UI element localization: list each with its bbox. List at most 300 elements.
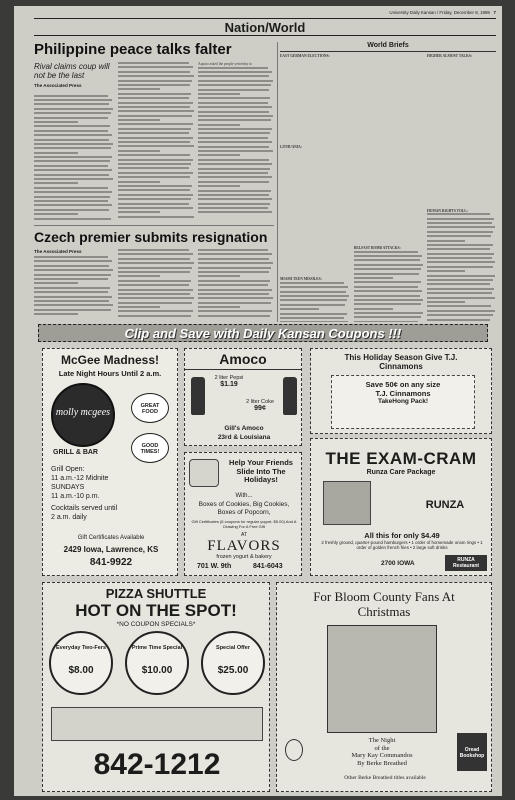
good-times-badge: GOOD TIMES! — [131, 433, 169, 463]
body-text-line — [118, 137, 193, 139]
body-text-line — [34, 147, 111, 149]
body-text-line — [34, 278, 108, 280]
flavors-at: AT — [240, 532, 248, 538]
body-text-line — [118, 163, 191, 165]
body-text-line — [354, 281, 421, 283]
runza-items: 2 freshly ground, quarter-pound hamburgers • 1 order of homemade onion rings • 1 order of golden french fries • 2 large soft drinks — [321, 540, 483, 551]
flavors-address: 701 W. 9th — [197, 563, 232, 570]
mcgees-hours-heading: Grill Open: — [51, 466, 85, 473]
body-text-line — [34, 165, 108, 167]
book-line-3: Mary Kay Commandos — [351, 752, 413, 759]
pizza-special-1-price: $8.00 — [68, 665, 94, 676]
philippine-deck: Rival claims coup will not be the last — [34, 62, 110, 80]
body-text-line — [280, 282, 344, 284]
oread-headline: For Bloom County Fans At Christmas — [313, 589, 455, 619]
philippine-headline: Philippine peace talks falter — [34, 41, 232, 58]
body-text-line — [198, 154, 240, 156]
brief-label-6: HUMAN RIGHTS TOLL: — [427, 208, 468, 213]
body-text-line — [198, 128, 272, 130]
body-text-line — [427, 257, 492, 259]
body-text-line — [118, 176, 190, 178]
flavors-name: FLAVORS — [207, 538, 281, 554]
ad-cinnamons — [310, 348, 492, 434]
body-text-line — [427, 310, 495, 312]
body-text-line — [34, 187, 108, 189]
body-text-line — [118, 106, 190, 108]
pizza-special-1-title: Everyday Two-Fers — [55, 645, 107, 651]
body-text-line — [118, 194, 193, 196]
body-text-line — [118, 207, 193, 209]
body-text-line — [427, 301, 465, 303]
briefs-column-2 — [354, 54, 424, 322]
body-text-line — [427, 253, 494, 255]
body-text-line — [34, 103, 109, 105]
body-text-line — [427, 261, 495, 263]
body-text-line — [118, 110, 194, 112]
world-briefs-heading: World Briefs — [280, 42, 496, 52]
amoco-store: Gill's Amoco — [224, 425, 264, 432]
body-text-line — [198, 267, 271, 269]
mcgees-phone: 841-9922 — [89, 557, 133, 568]
body-text-line — [118, 275, 160, 277]
runza-headline: THE EXAM-CRAM — [325, 449, 477, 468]
body-text-line — [280, 321, 348, 322]
sled-illustration-icon — [189, 459, 219, 487]
body-text-line — [198, 141, 272, 143]
body-text-line — [198, 284, 268, 286]
pepsi-label: 2 liter Pepsi — [214, 375, 244, 381]
body-text-line — [427, 275, 495, 277]
body-text-line — [198, 75, 269, 77]
mcgees-hours-1: 11 a.m.-12 Midnite — [51, 475, 109, 482]
body-text-line — [34, 117, 108, 119]
body-text-line — [118, 302, 192, 304]
body-text-line — [118, 154, 190, 156]
body-text-line — [198, 258, 269, 260]
body-text-line — [198, 137, 268, 139]
body-text-line — [198, 124, 240, 126]
body-text-line — [198, 119, 271, 121]
body-text-line — [427, 297, 495, 299]
cinnamons-headline: This Holiday Season Give T.J. Cinnamons — [344, 353, 458, 371]
body-text-line — [427, 244, 493, 246]
body-text-line — [118, 167, 189, 169]
body-text-line — [198, 159, 269, 161]
aquino-lead-in: Aquino asked the people yesterday to — [198, 62, 252, 66]
column-rule — [277, 42, 278, 322]
amoco-logo: Amoco — [185, 349, 301, 370]
body-text-line — [34, 143, 113, 145]
divider-rule — [34, 225, 274, 226]
mcgees-gift: Gift Certificates Available — [77, 535, 145, 541]
body-text-line — [34, 291, 108, 293]
body-text-line — [427, 235, 491, 237]
body-text-line — [354, 316, 421, 318]
pizza-phone: 842-1212 — [93, 748, 221, 781]
body-text-line — [118, 271, 190, 273]
body-text-line — [34, 287, 110, 289]
oread-book — [307, 737, 457, 767]
body-text-line — [280, 313, 347, 315]
flavors-with: With... — [235, 493, 253, 499]
philippine-column-3 — [198, 62, 274, 222]
pepsi-bottle-icon — [191, 377, 205, 415]
book-author: By Berke Breathed — [357, 759, 407, 767]
body-text-line — [198, 80, 273, 82]
body-text-line — [118, 284, 189, 286]
body-text-line — [118, 253, 193, 255]
pizza-special-2-title: Prime Time Special — [131, 645, 183, 651]
body-text-line — [34, 282, 78, 284]
body-text-line — [198, 203, 270, 205]
book-line-1: The Night — [368, 737, 396, 744]
flavors-tagline: frozen yogurt & bakery — [216, 554, 272, 560]
body-text-line — [118, 119, 160, 121]
body-text-line — [198, 275, 240, 277]
body-text-line — [34, 156, 112, 158]
body-text-line — [118, 150, 160, 152]
philippine-column-1 — [34, 62, 114, 222]
body-text-line — [118, 123, 193, 125]
body-text-line — [34, 260, 112, 262]
body-text-line — [354, 286, 418, 288]
body-text-line — [354, 264, 423, 266]
body-text-line — [198, 310, 272, 312]
flavors-headline: Help Your Friends Slide Into The Holidays! — [229, 458, 293, 484]
body-text-line — [198, 181, 269, 183]
czech-column-2 — [118, 249, 195, 321]
cinnamons-coupon-brand: T.J. Cinnamons — [375, 389, 431, 398]
body-text-line — [118, 159, 193, 161]
body-text-line — [34, 174, 109, 176]
ad-mcgees — [42, 348, 178, 576]
body-text-line — [427, 213, 490, 215]
body-text-line — [34, 196, 110, 198]
body-text-line — [118, 216, 194, 218]
amoco-offer-2 — [237, 399, 283, 412]
body-text-line — [354, 295, 420, 297]
body-text-line — [427, 283, 490, 285]
body-text-line — [118, 145, 194, 147]
philippine-body-1 — [34, 90, 114, 222]
body-text-line — [198, 89, 269, 91]
body-text-line — [354, 268, 421, 270]
body-text-line — [354, 251, 418, 253]
body-text-line — [198, 111, 269, 113]
body-text-line — [34, 182, 78, 184]
flavors-products: Boxes of Cookies, Big Cookies, Boxes of Popcorn, — [198, 501, 290, 516]
body-text-line — [118, 267, 192, 269]
body-text-line — [198, 249, 268, 251]
body-text-line — [34, 256, 108, 258]
pizza-special-2-price: $10.00 — [141, 665, 173, 676]
dateline: University Daily Kansan / Friday, December 8, 1989 7 — [389, 10, 496, 15]
body-text-line — [34, 296, 112, 298]
body-text-line — [198, 190, 271, 192]
lb-logo-icon — [285, 739, 303, 761]
body-text-line — [34, 121, 78, 123]
runza-restaurant: RUNZA Restaurant — [445, 555, 487, 571]
body-text-line — [198, 67, 268, 69]
body-text-line — [34, 269, 113, 271]
body-text-line — [198, 185, 240, 187]
body-text-line — [118, 132, 189, 134]
body-text-line — [354, 277, 393, 279]
runza-price-line: All this for only $4.49 — [364, 531, 440, 540]
mcgees-logo — [51, 383, 115, 447]
flavors-phone: 841-6043 — [253, 563, 283, 570]
body-text-line — [34, 304, 113, 306]
body-text-line — [427, 222, 492, 224]
body-text-line — [118, 297, 194, 299]
body-text-line — [198, 262, 273, 264]
pizza-subhead: HOT ON THE SPOT! — [75, 601, 237, 620]
body-text-line — [118, 80, 192, 82]
section-banner — [34, 18, 496, 36]
body-text-line — [34, 99, 112, 101]
pizza-note: *NO COUPON SPECIALS* — [116, 621, 196, 628]
body-text-line — [34, 313, 78, 315]
body-text-line — [198, 71, 272, 73]
brief-label-5: HIGHER ALMOST TALKS: — [427, 54, 472, 58]
pizza-special-3 — [201, 631, 265, 695]
body-text-line — [198, 211, 272, 213]
body-text-line — [118, 75, 194, 77]
body-text-line — [280, 304, 345, 306]
amoco-location: 23rd & Louisiana — [217, 434, 271, 441]
body-text-line — [198, 297, 273, 299]
body-text-line — [34, 204, 112, 206]
body-text-line — [118, 62, 189, 64]
body-text-line — [118, 258, 190, 260]
body-text-line — [118, 102, 193, 104]
body-text-line — [354, 273, 419, 275]
body-text-line — [427, 314, 493, 316]
czech-column-3 — [198, 249, 274, 321]
mcgees-subhead: Late Night Hours Until 2 a.m. — [58, 369, 162, 378]
body-text-line — [280, 308, 319, 310]
section-title: Nation/World — [224, 20, 306, 35]
runza-subhead: Runza Care Package — [366, 469, 436, 476]
body-text-line — [118, 249, 189, 251]
body-text-line — [118, 293, 190, 295]
body-text-line — [34, 178, 113, 180]
body-text-line — [198, 106, 272, 108]
body-text-line — [198, 97, 270, 99]
book-cover-image — [327, 625, 437, 733]
brief-label-2: LITHUANIA: — [280, 144, 302, 149]
body-text-line — [198, 132, 270, 134]
body-text-line — [34, 309, 111, 311]
mcgees-hours-2: SUNDAYS — [51, 484, 85, 491]
body-text-line — [34, 200, 108, 202]
briefs-column-3 — [427, 54, 496, 322]
body-text-line — [427, 305, 491, 307]
body-text-line — [198, 280, 270, 282]
body-text-line — [118, 189, 190, 191]
body-text-line — [198, 84, 271, 86]
coke-label: 2 liter Coke — [246, 399, 274, 405]
body-text-line — [118, 310, 193, 312]
coke-bottle-icon — [283, 377, 297, 415]
body-text-line — [354, 312, 423, 314]
body-text-line — [198, 302, 271, 304]
body-text-line — [427, 288, 494, 290]
great-food-badge: GREAT FOOD — [131, 393, 169, 423]
newspaper-page — [14, 6, 502, 796]
body-text-line — [34, 265, 109, 267]
cinnamons-coupon-title: Save 50¢ on any size — [365, 380, 441, 389]
body-text-line — [198, 172, 268, 174]
ad-amoco — [184, 348, 302, 446]
body-text-line — [198, 150, 273, 152]
body-text-line — [118, 315, 191, 317]
body-text-line — [118, 262, 194, 264]
body-text-line — [34, 139, 109, 141]
runza-brand: RUNZA — [425, 499, 465, 511]
cinnamons-coupon-sub: TakeHong Pack! — [377, 398, 429, 405]
body-text-line — [34, 274, 111, 276]
body-text-line — [34, 108, 113, 110]
czech-column-1 — [34, 249, 114, 321]
body-text-line — [198, 289, 272, 291]
body-text-line — [198, 168, 270, 170]
body-text-line — [198, 115, 273, 117]
body-text-line — [198, 271, 269, 273]
mcgees-logo-sub: GRILL & BAR — [53, 449, 98, 456]
body-text-line — [427, 266, 493, 268]
body-text-line — [198, 102, 268, 104]
body-text-line — [118, 88, 160, 90]
body-text-line — [34, 95, 108, 97]
ad-pizza-shuttle — [42, 582, 270, 792]
body-text-line — [354, 290, 422, 292]
body-text-line — [118, 185, 192, 187]
body-text-line — [34, 152, 78, 154]
pizza-special-3-title: Special Offer — [216, 645, 250, 651]
cinnamons-coupon[interactable] — [331, 375, 475, 429]
body-text-line — [118, 66, 193, 68]
ad-oread — [276, 582, 492, 792]
body-text-line — [198, 198, 272, 200]
body-text-line — [118, 181, 160, 183]
body-text-line — [118, 172, 193, 174]
runza-address: 2700 IOWA — [381, 560, 415, 567]
body-text-line — [118, 141, 190, 143]
shuttle-illustration-icon — [51, 707, 263, 741]
body-text-line — [34, 300, 109, 302]
body-text-line — [34, 218, 111, 220]
pizza-special-3-price: $25.00 — [217, 665, 249, 676]
book-line-2: of the — [374, 744, 390, 752]
body-text-line — [280, 317, 344, 319]
body-text-line — [118, 198, 191, 200]
body-text-line — [34, 169, 112, 171]
body-text-line — [118, 280, 191, 282]
body-text-line — [198, 163, 272, 165]
body-text-line — [34, 191, 112, 193]
body-text-line — [118, 115, 192, 117]
body-text-line — [34, 209, 109, 211]
coke-price: 99¢ — [254, 405, 266, 412]
body-text-line — [198, 146, 269, 148]
mcgees-address: 2429 Iowa, Lawrence, KS — [63, 545, 159, 554]
body-text-line — [280, 299, 347, 301]
body-text-line — [198, 93, 240, 95]
brief-label-1: EAST GERMAN ELECTIONS: — [280, 54, 330, 58]
mcgees-hours-3: 11 a.m.-10 p.m. — [51, 493, 100, 500]
ad-runza — [310, 438, 492, 576]
body-text-line — [427, 270, 465, 272]
body-text-line — [198, 315, 270, 317]
body-text-line — [427, 226, 495, 228]
body-text-line — [198, 207, 268, 209]
clip-save-banner — [38, 324, 488, 342]
body-text-line — [354, 259, 420, 261]
ad-flavors — [184, 452, 302, 576]
czech-byline: The Associated Press — [34, 249, 82, 254]
mcgees-cocktails: Cocktails served until 2 a.m. daily — [51, 505, 118, 521]
philippine-column-2 — [118, 62, 195, 222]
body-text-line — [198, 253, 272, 255]
body-text-line — [198, 194, 269, 196]
body-text-line — [118, 306, 160, 308]
mcgees-logo-text: molly mcgees — [55, 407, 111, 418]
mcgees-headline: McGee Madness! — [60, 353, 160, 367]
body-text-line — [427, 248, 490, 250]
body-text-line — [198, 176, 272, 178]
body-text-line — [34, 134, 112, 136]
amoco-offer-1 — [207, 375, 251, 388]
body-text-line — [427, 240, 465, 242]
body-text-line — [198, 293, 269, 295]
body-text-line — [118, 128, 191, 130]
body-text-line — [280, 295, 349, 297]
body-text-line — [34, 125, 110, 127]
body-text-line — [118, 93, 191, 95]
mcgees-hours — [51, 465, 175, 522]
body-text-line — [118, 211, 160, 213]
brief-label-4: MIAMI TEEN MISSILES: — [280, 277, 322, 282]
body-text-line — [280, 291, 346, 293]
body-text-line — [34, 112, 111, 114]
body-text-line — [427, 279, 493, 281]
body-text-line — [34, 160, 110, 162]
body-text-line — [280, 286, 348, 288]
body-text-line — [198, 306, 240, 308]
pepsi-price: $1.19 — [220, 381, 238, 388]
oread-other-titles: Other Berke Breathed titles available — [344, 775, 426, 781]
body-text-line — [118, 289, 193, 291]
czech-headline: Czech premier submits resignation — [34, 229, 268, 245]
body-text-line — [118, 203, 189, 205]
body-text-line — [354, 303, 421, 305]
flavors-note: Gift Certificates (6 coupons for regular yogurt, $5.00) And A Drawing For A Free Gift — [191, 519, 297, 529]
body-text-line — [354, 255, 422, 257]
body-text-line — [354, 321, 418, 322]
body-text-line — [427, 292, 492, 294]
body-text-line — [34, 130, 108, 132]
body-text-line — [118, 97, 189, 99]
pizza-special-1 — [49, 631, 113, 695]
body-text-line — [118, 71, 190, 73]
body-text-line — [118, 84, 190, 86]
clip-banner-text: Clip and Save with Daily Kansan Coupons !!! — [124, 326, 402, 341]
care-package-illustration-icon — [323, 481, 371, 525]
body-text-line — [34, 213, 78, 215]
oread-store: Oread Bookshop — [457, 733, 487, 771]
body-text-line — [354, 299, 423, 301]
